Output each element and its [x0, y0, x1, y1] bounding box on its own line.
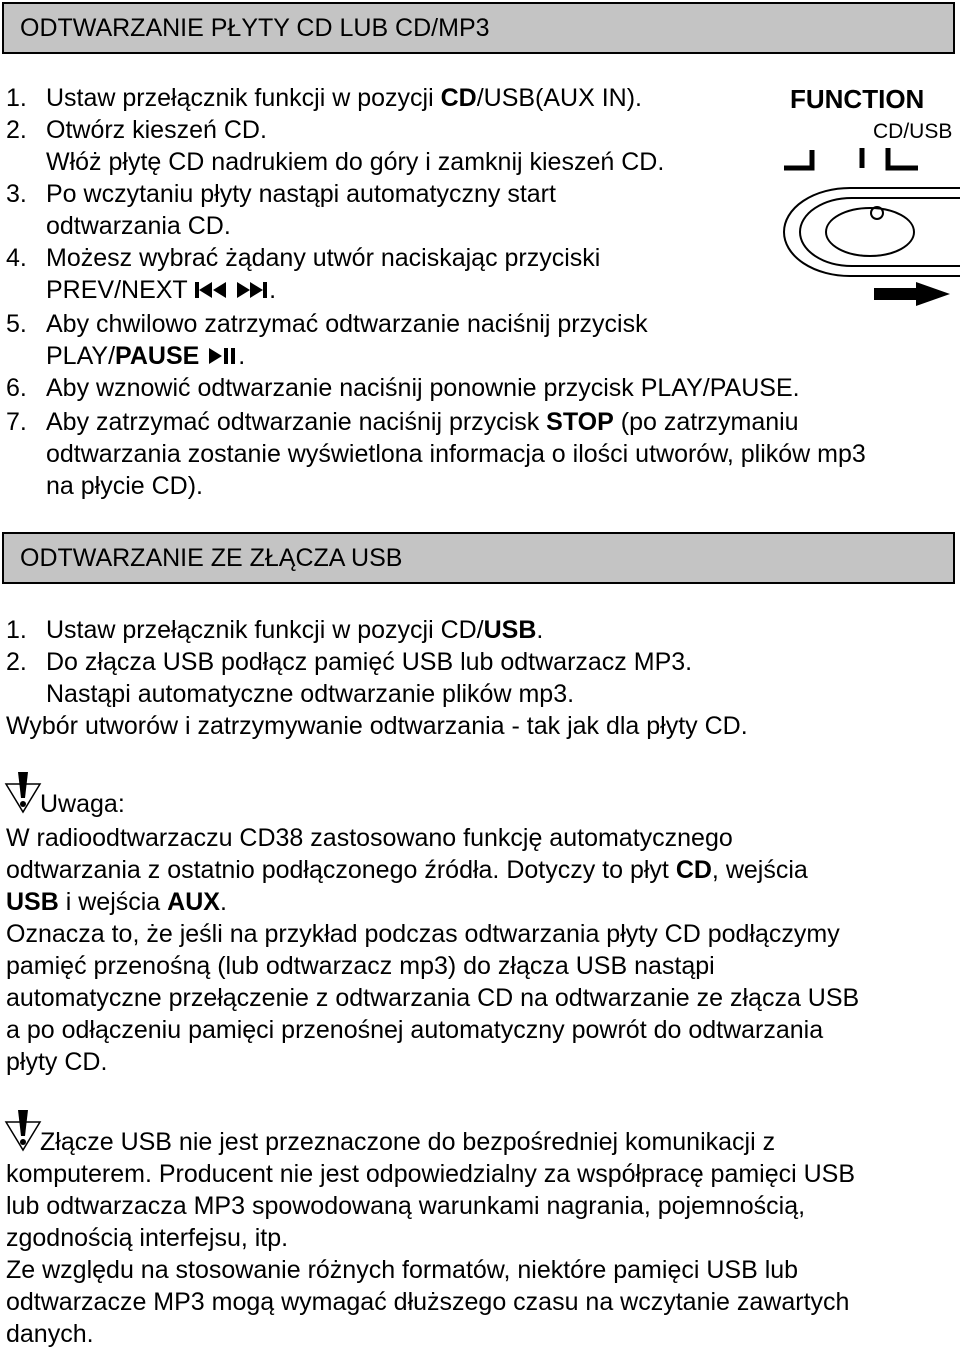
cd-step-1: 1. Ustaw przełącznik funkcji w pozycji CD/USB(AUX IN). — [6, 84, 642, 112]
warning1-line-4: Oznacza to, że jeśli na przykład podczas odtwarzania płyty CD podłączymy — [6, 920, 840, 948]
warning-icon-2 — [4, 1108, 42, 1154]
function-label: FUNCTION — [790, 84, 925, 114]
function-switch-illustration — [770, 140, 960, 310]
warning-icon — [4, 770, 42, 816]
warning1-line-8: płyty CD. — [6, 1048, 108, 1076]
next-track-icon — [235, 280, 269, 300]
cd-step-7-cont: odtwarzania zostanie wyświetlona informacja o ilości utworów, plików mp3 — [46, 440, 866, 468]
cd-step-4-cont: PREV/NEXT . — [46, 276, 277, 304]
section-cd-header — [2, 2, 955, 54]
cd-step-4: 4. Możesz wybrać żądany utwór naciskając przyciski — [6, 244, 601, 272]
switch-slider — [784, 188, 960, 276]
warning2-line-5: Ze względu na stosowanie różnych formatów, niektóre pamięci USB lub — [6, 1256, 799, 1284]
warning2-line-6: odtwarzacze MP3 mogą wymagać dłuższego czasu na wczytanie zawartych — [6, 1288, 850, 1316]
prev-track-icon — [194, 280, 228, 300]
cd-step-6: 6. Aby wznowić odtwarzanie naciśnij ponownie przycisk PLAY/PAUSE. — [6, 374, 800, 402]
warning2-line-1: Złącze USB nie jest przeznaczone do bezpośredniej komunikacji z — [40, 1128, 776, 1156]
section-cd-title: ODTWARZANIE PŁYTY CD LUB CD/MP3 — [20, 13, 490, 42]
cd-step-7: 7. Aby zatrzymać odtwarzanie naciśnij przycisk STOP (po zatrzymaniu — [6, 408, 799, 436]
warning2-line-7: danych. — [6, 1320, 94, 1348]
cd-step-3-cont: odtwarzania CD. — [46, 212, 231, 240]
cd-step-2-cont: Włóż płytę CD nadrukiem do góry i zamknij kieszeń CD. — [46, 148, 665, 176]
usb-step-2: 2. Do złącza USB podłącz pamięć USB lub odtwarzacz MP3. — [6, 648, 693, 676]
warning1-line-5: pamięć przenośną (lub odtwarzacz mp3) do złącza USB nastąpi — [6, 952, 715, 980]
warning1-line-2: odtwarzania z ostatnio podłączonego źródła. Dotyczy to płyt CD, wejścia — [6, 856, 808, 884]
cd-step-5-cont: PLAY/PAUSE . — [46, 342, 246, 370]
warning1-line-3: USB i wejścia AUX. — [6, 888, 227, 916]
warning2-line-2: komputerem. Producent nie jest odpowiedzialny za współpracę pamięci USB — [6, 1160, 856, 1188]
arrow-right-icon — [874, 282, 950, 306]
cdusb-label: CD/USB — [873, 120, 953, 143]
usb-step-2-cont: Nastąpi automatyczne odtwarzanie plików mp3. — [46, 680, 575, 708]
warning1-line-6: automatyczne przełączenie z odtwarzania CD na odtwarzanie ze złącza USB — [6, 984, 860, 1012]
warning2-line-4: zgodnością interfejsu, itp. — [6, 1224, 289, 1252]
usb-note: Wybór utworów i zatrzymywanie odtwarzania - tak jak dla płyty CD. — [6, 712, 748, 740]
section-usb-title: ODTWARZANIE ZE ZŁĄCZA USB — [20, 543, 403, 572]
cd-step-7-cont-2: na płycie CD). — [46, 472, 203, 500]
switch-position-marks — [784, 148, 918, 168]
play-pause-icon — [206, 346, 238, 366]
section-usb-header — [2, 532, 955, 584]
cd-step-2: 2. Otwórz kieszeń CD. — [6, 116, 267, 144]
cd-step-5: 5. Aby chwilowo zatrzymać odtwarzanie naciśnij przycisk — [6, 310, 648, 338]
warning1-line-1: W radioodtwarzaczu CD38 zastosowano funkcję automatycznego — [6, 824, 733, 852]
warning2-line-3: lub odtwarzacza MP3 spowodowaną warunkami nagrania, pojemnością, — [6, 1192, 806, 1220]
warning-label: Uwaga: — [40, 790, 125, 818]
cd-step-3: 3. Po wczytaniu płyty nastąpi automatyczny start — [6, 180, 556, 208]
usb-step-1: 1. Ustaw przełącznik funkcji w pozycji CD/USB. — [6, 616, 544, 644]
warning1-line-7: a po odłączeniu pamięci przenośnej automatyczny powrót do odtwarzania — [6, 1016, 824, 1044]
